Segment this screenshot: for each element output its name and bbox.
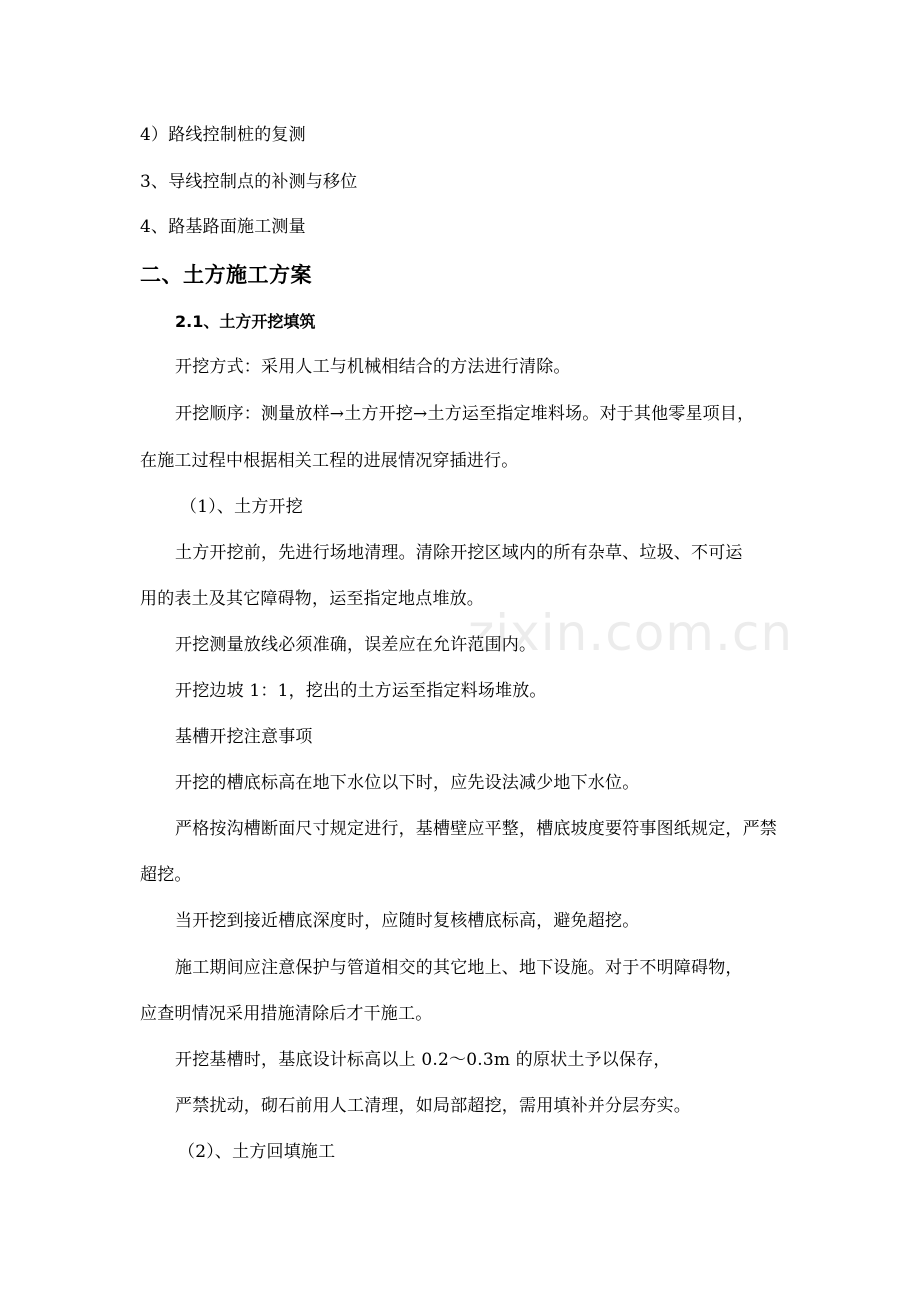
paragraph-order-line2: 在施工过程中根据相关工程的进展情况穿插进行。 xyxy=(140,451,519,471)
paragraph-clear-line1: 土方开挖前，先进行场地清理。清除开挖区域内的所有杂草、垃圾、不可运 xyxy=(175,543,743,563)
list-item-roadbed-survey: 4、路基路面施工测量 xyxy=(140,217,306,237)
subsection-1-title: （1）、土方开挖 xyxy=(180,497,303,517)
paragraph-order-line1: 开挖顺序：测量放样→土方开挖→土方运至指定堆料场。对于其他零星项目， xyxy=(175,404,755,424)
list-item-route-control: 4）路线控制桩的复测 xyxy=(140,125,306,145)
list-item-traverse-points: 3、导线控制点的补测与移位 xyxy=(140,172,358,192)
paragraph-disturb: 严禁扰动，砌石前用人工清理，如局部超挖，需用填补并分层夯实。 xyxy=(175,1096,691,1116)
subsection-title: 2.1、土方开挖填筑 xyxy=(175,312,316,331)
paragraph-clear-line2: 用的表土及其它障碍物，运至指定地点堆放。 xyxy=(140,589,484,609)
paragraph-survey: 开挖测量放线必须准确，误差应在允许范围内。 xyxy=(175,635,537,655)
paragraph-protect-line1: 施工期间应注意保护与管道相交的其它地上、地下设施。对于不明障碍物， xyxy=(175,958,743,978)
notes-title: 基槽开挖注意事项 xyxy=(175,727,313,747)
paragraph-keep: 开挖基槽时，基底设计标高以上 0.2～0.3m 的原状土予以保存， xyxy=(175,1050,671,1070)
subsection-2-title: （2）、土方回填施工 xyxy=(178,1142,336,1162)
paragraph-strict-line2: 超挖。 xyxy=(140,865,192,885)
paragraph-strict-line1: 严格按沟槽断面尺寸规定进行，基槽壁应平整，槽底坡度要符事图纸规定，严禁 xyxy=(175,819,777,839)
section-title: 二、土方施工方案 xyxy=(140,263,312,287)
paragraph-method: 开挖方式：采用人工与机械相结合的方法进行清除。 xyxy=(175,357,571,377)
paragraph-protect-line2: 应查明情况采用措施清除后才干施工。 xyxy=(140,1004,433,1024)
watermark-logo: zixin.com.cn xyxy=(468,604,794,662)
paragraph-near: 当开挖到接近槽底深度时，应随时复核槽底标高，避免超挖。 xyxy=(175,911,640,931)
paragraph-slope: 开挖边坡 1：1，挖出的土方运至指定料场堆放。 xyxy=(175,681,547,701)
paragraph-water: 开挖的槽底标高在地下水位以下时，应先设法减少地下水位。 xyxy=(175,773,640,793)
